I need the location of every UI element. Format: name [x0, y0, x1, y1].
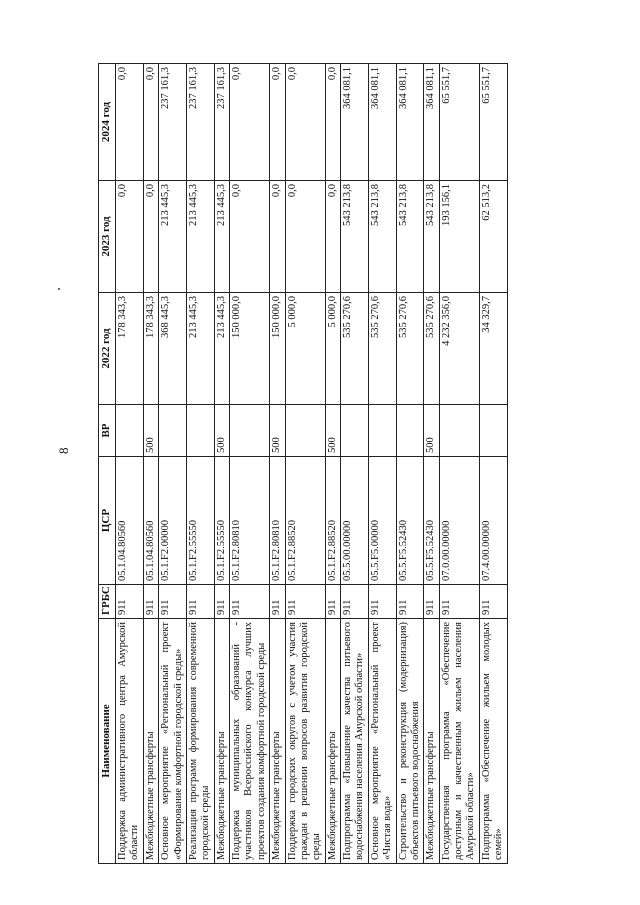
cell-2024: 364 081,1: [368, 64, 396, 181]
cell-2022: 535 270,6: [368, 293, 396, 405]
cell-2023: 62 513,2: [479, 181, 507, 293]
cell-2024: 0,0: [270, 64, 285, 181]
header-vr: ВР: [99, 405, 116, 457]
table-header-row: [99, 64, 116, 864]
cell-grbs: 911: [143, 585, 158, 619]
cell-2023: 0,0: [116, 181, 144, 293]
table-row: [214, 64, 229, 864]
cell-2023: 543 213,8: [396, 181, 424, 293]
table-row: [396, 64, 424, 864]
cell-grbs: 911: [159, 585, 187, 619]
cell-2023: 543 213,8: [424, 181, 439, 293]
cell-2023: 213 445,3: [186, 181, 214, 293]
cell-2024: 237 161,3: [186, 64, 214, 181]
table-row: [143, 64, 158, 864]
cell-2023: 193 156,1: [439, 181, 479, 293]
cell-csr: 05.1.F2.88520: [325, 457, 340, 585]
cell-vr: 500: [143, 405, 158, 457]
cell-csr: 05.5.F5.52430: [396, 457, 424, 585]
cell-2023: 0,0: [325, 181, 340, 293]
cell-csr: 05.1.F2.55550: [186, 457, 214, 585]
table-row: [341, 64, 369, 864]
table-row: [439, 64, 479, 864]
cell-2022: 178 343,3: [143, 293, 158, 405]
cell-grbs: 911: [285, 585, 325, 619]
cell-name: Подпрограмма «Повышение качества питьевого водоснабжения населения Амурской области»: [341, 619, 369, 864]
cell-name: Поддержка административного центра Амурской области: [116, 619, 144, 864]
cell-grbs: 911: [214, 585, 229, 619]
cell-csr: 07.4.00.00000: [479, 457, 507, 585]
cell-2024: 0,0: [116, 64, 144, 181]
cell-vr: [186, 405, 214, 457]
cell-2022: 535 270,6: [396, 293, 424, 405]
cell-grbs: 911: [186, 585, 214, 619]
cell-csr: 05.1.F2.00000: [159, 457, 187, 585]
cell-2024: 364 081,1: [424, 64, 439, 181]
cell-grbs: 911: [270, 585, 285, 619]
header-name: Наименование: [99, 619, 116, 864]
cell-vr: [396, 405, 424, 457]
cell-grbs: 911: [230, 585, 270, 619]
cell-2024: 237 161,3: [159, 64, 187, 181]
table-row: [325, 64, 340, 864]
cell-2022: 5 000,0: [325, 293, 340, 405]
cell-csr: 05.5.F5.52430: [424, 457, 439, 585]
cell-name: Межбюджетные трансферты: [270, 619, 285, 864]
header-year-2024: 2024 год: [99, 64, 116, 181]
cell-2024: 65 551,7: [479, 64, 507, 181]
cell-vr: [159, 405, 187, 457]
cell-2022: 213 445,3: [186, 293, 214, 405]
cell-name: Основное мероприятие «Региональный проект «Чистая вода»: [368, 619, 396, 864]
cell-2023: 543 213,8: [341, 181, 369, 293]
cell-vr: [368, 405, 396, 457]
cell-vr: 500: [424, 405, 439, 457]
cell-2023: 0,0: [143, 181, 158, 293]
cell-vr: [116, 405, 144, 457]
cell-2023: 0,0: [285, 181, 325, 293]
cell-csr: 05.1.F2.88520: [285, 457, 325, 585]
table-row: [116, 64, 144, 864]
cell-vr: [479, 405, 507, 457]
cell-2024: 364 081,1: [396, 64, 424, 181]
page-number: 8: [56, 447, 71, 454]
cell-2023: 0,0: [230, 181, 270, 293]
cell-grbs: 911: [424, 585, 439, 619]
cell-2024: 364 081,1: [341, 64, 369, 181]
cell-2022: 535 270,6: [424, 293, 439, 405]
cell-2024: 237 161,3: [214, 64, 229, 181]
cell-vr: 500: [214, 405, 229, 457]
cell-2024: 0,0: [143, 64, 158, 181]
table-row: [479, 64, 507, 864]
header-csr: ЦСР: [99, 457, 116, 585]
table-row: [230, 64, 270, 864]
cell-name: Реализация программ формирования современной городской среды: [186, 619, 214, 864]
cell-2024: 65 551,7: [439, 64, 479, 181]
cell-2024: 0,0: [230, 64, 270, 181]
table-row: [368, 64, 396, 864]
cell-name: Подпрограмма «Обеспечение жильем молодых семей»: [479, 619, 507, 864]
cell-2022: 213 445,3: [214, 293, 229, 405]
cell-grbs: 911: [341, 585, 369, 619]
table-row: [186, 64, 214, 864]
rotated-table-container: [98, 64, 598, 864]
cell-name: Государственная программа «Обеспечение доступным и качественным жильем населения Амурской области»: [439, 619, 479, 864]
cell-grbs: 911: [396, 585, 424, 619]
cell-name: Межбюджетные трансферты: [214, 619, 229, 864]
cell-grbs: 911: [325, 585, 340, 619]
cell-2023: 213 445,3: [214, 181, 229, 293]
cell-vr: [230, 405, 270, 457]
cell-name: Основное мероприятие «Региональный проект «Формирование комфортной городской среды»: [159, 619, 187, 864]
header-year-2022: 2022 год: [99, 293, 116, 405]
cell-2022: 34 329,7: [479, 293, 507, 405]
cell-grbs: 911: [368, 585, 396, 619]
budget-table: [98, 63, 508, 864]
cell-vr: [285, 405, 325, 457]
cell-csr: 05.5.F5.00000: [368, 457, 396, 585]
cell-2023: 213 445,3: [159, 181, 187, 293]
table-row: [424, 64, 439, 864]
cell-2022: 178 343,3: [116, 293, 144, 405]
cell-2022: 150 000,0: [230, 293, 270, 405]
cell-grbs: 911: [116, 585, 144, 619]
cell-name: Межбюджетные трансферты: [143, 619, 158, 864]
cell-grbs: 911: [479, 585, 507, 619]
cell-name: Межбюджетные трансферты: [424, 619, 439, 864]
cell-grbs: 911: [439, 585, 479, 619]
cell-vr: 500: [325, 405, 340, 457]
cell-vr: 500: [270, 405, 285, 457]
cell-2023: 0,0: [270, 181, 285, 293]
cell-name: Строительство и реконструкция (модернизация) объектов питьевого водоснабжения: [396, 619, 424, 864]
cell-2022: 4 232 356,0: [439, 293, 479, 405]
table-row: [270, 64, 285, 864]
cell-csr: 05.1.F2.80810: [270, 457, 285, 585]
cell-csr: 05.5.00.00000: [341, 457, 369, 585]
cell-csr: 07.0.00.00000: [439, 457, 479, 585]
cell-vr: [341, 405, 369, 457]
table-row: [285, 64, 325, 864]
cell-2024: 0,0: [285, 64, 325, 181]
cell-2022: 535 270,6: [341, 293, 369, 405]
cell-csr: 05.1.F2.55550: [214, 457, 229, 585]
cell-csr: 05.1.04.80560: [143, 457, 158, 585]
cell-2022: 368 445,3: [159, 293, 187, 405]
cell-2023: 543 213,8: [368, 181, 396, 293]
cell-2022: 150 000,0: [270, 293, 285, 405]
header-year-2023: 2023 год: [99, 181, 116, 293]
cell-name: Поддержка муниципальных образований - участников Всероссийского конкурса лучших проектов создания комфортной городской среды: [230, 619, 270, 864]
cell-csr: 05.1.04.80560: [116, 457, 144, 585]
cell-csr: 05.1.F2.80810: [230, 457, 270, 585]
cell-vr: [439, 405, 479, 457]
header-grbs: ГРБС: [99, 585, 116, 619]
cell-2022: 5 000,0: [285, 293, 325, 405]
table-row: [159, 64, 187, 864]
cell-name: Межбюджетные трансферты: [325, 619, 340, 864]
cell-2024: 0,0: [325, 64, 340, 181]
cell-name: Поддержка городских округов с учетом участия граждан в решении вопросов развития городской среды: [285, 619, 325, 864]
scan-speck: [58, 288, 60, 290]
